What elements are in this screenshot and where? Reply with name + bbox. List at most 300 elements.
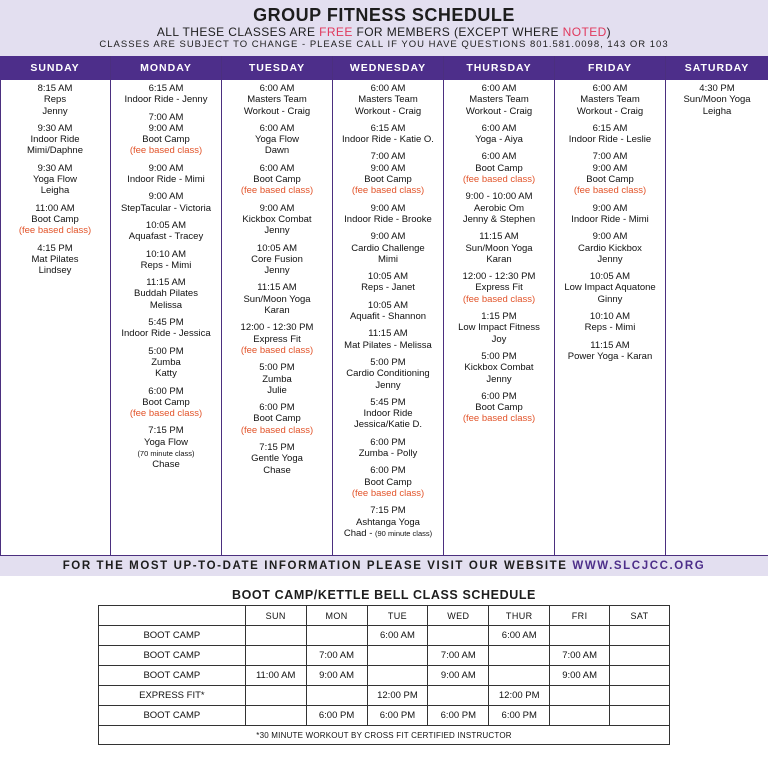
class-time: 7:00 AM [592, 151, 628, 163]
class-entry [333, 397, 443, 431]
day-header: SUNDAY [0, 56, 110, 80]
class-detail: Boot Camp [364, 476, 412, 488]
table-cell [245, 706, 306, 726]
class-detail: Workout - Craig [465, 105, 533, 117]
duration-note: (70 minute class) [137, 449, 195, 459]
class-detail: Ginny [597, 293, 623, 305]
class-entry [333, 151, 443, 196]
row-label: BOOT CAMP [99, 706, 246, 726]
table-cell [489, 666, 550, 686]
class-detail: Cardio Conditioning [346, 368, 430, 380]
class-detail: 9:00 AM [370, 162, 406, 174]
footnote-row [99, 726, 670, 745]
class-detail: Mat Pilates [31, 253, 79, 265]
class-entry [555, 151, 665, 196]
day-header: FRIDAY [555, 56, 665, 80]
class-entry [444, 83, 554, 117]
day-classes [444, 80, 554, 425]
class-time: 12:00 - 12:30 PM [240, 322, 314, 334]
bootcamp-table [98, 605, 670, 745]
class-entry [555, 231, 665, 265]
class-entry [444, 123, 554, 146]
class-entry [222, 243, 332, 277]
class-entry [333, 465, 443, 499]
class-time: 6:15 AM [148, 83, 184, 94]
class-detail: Buddah Pilates [134, 288, 198, 300]
class-time: 7:15 PM [259, 442, 295, 454]
table-cell: 11:00 AM [245, 666, 306, 686]
class-detail: Aquafast - Tracey [128, 231, 204, 243]
duration-note: (90 minute class) [375, 528, 433, 538]
row-label: BOOT CAMP [99, 646, 246, 666]
day-classes [333, 80, 443, 539]
class-time: 7:15 PM [148, 425, 184, 437]
class-instructor [333, 528, 443, 539]
class-entry [333, 300, 443, 323]
class-entry [555, 83, 665, 117]
class-detail: Jenny [264, 225, 290, 237]
class-entry [333, 505, 443, 539]
column-header: SAT [610, 606, 670, 626]
table-cell [550, 686, 610, 706]
class-detail: Cardio Challenge [351, 242, 425, 254]
instructor-name: Chad - [343, 527, 376, 539]
table-cell [367, 646, 428, 666]
class-detail: Boot Camp [142, 396, 190, 408]
website-link[interactable]: WWW.SLCJCC.ORG [572, 560, 706, 572]
class-detail: Boot Camp [586, 174, 634, 186]
class-entry [0, 203, 110, 237]
subtitle-suffix: ) [606, 25, 612, 39]
class-detail: Yoga Flow [32, 174, 77, 186]
class-time: 6:00 PM [370, 436, 406, 448]
class-entry [222, 83, 332, 117]
class-time: 1:15 PM [481, 311, 517, 323]
class-entry [222, 322, 332, 356]
class-detail: Karan [486, 253, 512, 265]
day-header: SATURDAY [666, 56, 768, 80]
header [0, 0, 768, 56]
table-cell [550, 626, 610, 646]
table-cell: 6:00 PM [489, 706, 550, 726]
class-time: 6:00 AM [259, 83, 295, 94]
table-cell: 7:00 AM [306, 646, 367, 666]
class-time: 6:00 AM [592, 83, 628, 94]
class-entry [444, 351, 554, 385]
class-detail: Boot Camp [253, 174, 301, 186]
class-detail: Indoor Ride [30, 134, 80, 146]
fee-note: (fee based class) [240, 424, 314, 436]
class-detail: Melissa [149, 299, 183, 311]
class-time: 6:15 AM [592, 122, 628, 134]
class-detail: Yoga Flow [143, 436, 188, 448]
class-entry [111, 83, 221, 106]
column-header [99, 606, 246, 626]
class-time: 6:00 AM [370, 83, 406, 94]
class-time: 9:00 - 10:00 AM [465, 191, 533, 203]
class-time: 11:15 AM [146, 277, 186, 289]
website-banner-text: FOR THE MOST UP-TO-DATE INFORMATION PLEASE VISIT OUR WEBSITE [62, 560, 573, 572]
class-detail: Aerobic Om [473, 202, 525, 214]
class-detail: Express Fit [253, 333, 301, 345]
class-time: 11:15 AM [257, 282, 297, 294]
class-detail: Masters Team [247, 94, 307, 106]
table-row [99, 666, 670, 686]
class-detail: Katty [155, 368, 177, 380]
class-detail: Jenny [375, 379, 401, 391]
class-detail: Indoor Ride - Mimi [127, 174, 205, 186]
class-entry [111, 386, 221, 420]
subtitle-prefix: ALL THESE CLASSES ARE [156, 25, 320, 39]
class-detail: Jenny & Stephen [462, 213, 536, 225]
fee-note: (fee based class) [18, 225, 92, 237]
page-title: GROUP FITNESS SCHEDULE [253, 5, 515, 25]
class-entry [111, 220, 221, 243]
class-detail: Workout - Craig [354, 105, 422, 117]
column-header: MON [306, 606, 367, 626]
class-entry [111, 163, 221, 186]
class-detail: Masters Team [580, 94, 640, 106]
class-entry [333, 83, 443, 117]
class-entry [111, 317, 221, 340]
class-entry [333, 328, 443, 351]
class-entry [555, 340, 665, 363]
class-detail: Julie [267, 384, 287, 396]
class-detail: Low Impact Fitness [458, 322, 540, 334]
class-detail: Jessica/Katie D. [353, 419, 423, 431]
class-entry [333, 231, 443, 265]
day-column-friday [555, 56, 666, 556]
class-entry [222, 163, 332, 197]
table-cell: 6:00 PM [306, 706, 367, 726]
day-classes [222, 80, 332, 476]
class-detail: Jenny [264, 265, 290, 277]
subtitle-free: FREE [319, 25, 353, 39]
class-time: 6:00 AM [481, 122, 517, 134]
day-classes [111, 80, 221, 471]
day-column-sunday [0, 56, 111, 556]
class-detail: Boot Camp [364, 174, 412, 186]
class-time: 10:05 AM [367, 299, 409, 311]
column-header: THUR [489, 606, 550, 626]
class-time: 9:30 AM [37, 162, 73, 174]
class-detail: Reps - Janet [361, 282, 415, 294]
class-time: 9:00 AM [592, 202, 628, 214]
class-time: 5:00 PM [481, 350, 517, 362]
class-detail: StepTacular - Victoria [120, 202, 212, 214]
class-detail: Indoor Ride - Brooke [344, 213, 432, 225]
day-column-wednesday [333, 56, 444, 556]
class-time: 6:00 AM [481, 83, 517, 94]
class-entry [111, 346, 221, 380]
class-detail: Aquafit - Shannon [349, 311, 427, 323]
table-row [99, 646, 670, 666]
class-time: 12:00 - 12:30 PM [462, 271, 536, 283]
class-detail: Jenny [42, 105, 68, 117]
class-detail: Boot Camp [475, 402, 523, 414]
class-time: 8:15 AM [37, 83, 73, 94]
class-detail: Workout - Craig [576, 105, 644, 117]
class-time: 9:00 AM [592, 231, 628, 243]
class-detail: Power Yoga - Karan [567, 350, 653, 362]
class-detail: Boot Camp [253, 413, 301, 425]
class-entry [444, 391, 554, 425]
class-detail: Lindsey [38, 265, 72, 277]
class-detail: Indoor Ride [363, 408, 413, 420]
class-detail: Cardio Kickbox [578, 242, 642, 254]
class-entry [333, 123, 443, 146]
class-detail: Workout - Craig [243, 105, 311, 117]
bootcamp-title: BOOT CAMP/KETTLE BELL CLASS SCHEDULE [231, 588, 536, 602]
class-time: 9:00 AM [148, 162, 184, 174]
class-entry [0, 83, 110, 117]
class-entry [111, 112, 221, 157]
class-entry [333, 437, 443, 460]
row-label: BOOT CAMP [99, 666, 246, 686]
class-detail: Indoor Ride - Katie O. [342, 134, 434, 146]
table-cell [428, 686, 489, 706]
class-detail: 9:00 AM [592, 162, 628, 174]
table-cell [610, 626, 670, 646]
class-detail: Boot Camp [142, 134, 190, 146]
class-entry [444, 271, 554, 305]
class-detail: Reps [43, 94, 67, 106]
fee-note: (fee based class) [462, 293, 536, 305]
class-entry [444, 311, 554, 345]
class-entry [444, 231, 554, 265]
class-detail: Ashtanga Yoga [356, 516, 420, 528]
class-entry [111, 191, 221, 214]
class-time: 7:00 AM [370, 151, 406, 163]
class-time: 7:15 PM [370, 505, 406, 517]
class-entry [333, 271, 443, 294]
class-detail: Reps - Mimi [584, 322, 636, 334]
class-detail: Reps - Mimi [140, 259, 192, 271]
class-time: 5:45 PM [148, 317, 184, 329]
table-cell: 9:00 AM [306, 666, 367, 686]
table-cell [610, 646, 670, 666]
day-classes [555, 80, 665, 362]
fee-note: (fee based class) [240, 185, 314, 197]
fee-note: (fee based class) [351, 487, 425, 499]
class-detail: Zumba [151, 356, 181, 368]
class-detail: Boot Camp [31, 213, 79, 225]
day-header: TUESDAY [222, 56, 332, 80]
class-time: 10:05 AM [256, 242, 298, 254]
class-detail: Leigha [702, 105, 732, 117]
class-detail: Yoga Flow [254, 134, 299, 146]
table-cell: 6:00 PM [428, 706, 489, 726]
class-time: 9:30 AM [37, 122, 73, 134]
class-time: 4:15 PM [37, 242, 73, 254]
class-time: 9:00 AM [370, 231, 406, 243]
class-time: 9:00 AM [148, 191, 184, 203]
class-detail: Mat Pilates - Melissa [344, 339, 432, 351]
class-detail: Chase [263, 464, 291, 476]
class-time: 11:00 AM [35, 202, 75, 214]
class-time: 11:15 AM [368, 328, 408, 340]
class-entry [222, 203, 332, 237]
class-entry [333, 357, 443, 391]
website-banner [0, 556, 768, 576]
table-cell: 6:00 AM [489, 626, 550, 646]
class-entry [0, 123, 110, 157]
class-detail: Masters Team [469, 94, 529, 106]
class-time: 6:00 PM [148, 385, 184, 397]
class-detail: Jenny [486, 373, 512, 385]
day-classes [0, 80, 110, 276]
column-header: SUN [245, 606, 306, 626]
class-time: 4:30 PM [699, 83, 735, 94]
class-time: 6:15 AM [370, 122, 406, 134]
class-time: 6:00 AM [259, 122, 295, 134]
fee-note: (fee based class) [462, 174, 536, 186]
subtitle-middle: FOR MEMBERS (EXCEPT WHERE [352, 25, 563, 39]
class-time: 10:05 AM [367, 271, 409, 283]
class-detail: Karan [264, 305, 290, 317]
day-column-tuesday [222, 56, 333, 556]
day-header: THURSDAY [444, 56, 554, 80]
day-column-monday [111, 56, 222, 556]
class-detail: Indoor Ride - Leslie [568, 134, 652, 146]
change-notice: CLASSES ARE SUBJECT TO CHANGE - PLEASE CALL IF YOU HAVE QUESTIONS 801.581.0098, 143 OR 103 [99, 39, 669, 50]
class-entry [555, 123, 665, 146]
class-time: 5:00 PM [370, 356, 406, 368]
class-instructor: Chase [152, 459, 180, 471]
class-detail: Express Fit [475, 282, 523, 294]
table-cell [610, 686, 670, 706]
class-time: 6:00 PM [259, 402, 295, 414]
row-label: EXPRESS FIT* [99, 686, 246, 706]
day-header: MONDAY [111, 56, 221, 80]
column-header: TUE [367, 606, 428, 626]
day-classes [666, 80, 768, 117]
class-time: 6:00 PM [481, 390, 517, 402]
class-time: 5:00 PM [148, 345, 184, 357]
class-detail: Mimi [377, 253, 399, 265]
day-column-thursday [444, 56, 555, 556]
class-detail: Kickbox Combat [242, 213, 312, 225]
class-detail: Leigha [40, 185, 70, 197]
fee-note: (fee based class) [462, 413, 536, 425]
class-detail: Boot Camp [475, 162, 523, 174]
class-time: 9:00 AM [370, 202, 406, 214]
class-time: 6:00 PM [370, 465, 406, 477]
class-entry [0, 243, 110, 277]
column-header: FRI [550, 606, 610, 626]
subtitle [0, 25, 768, 39]
table-row [99, 626, 670, 646]
day-header: WEDNESDAY [333, 56, 443, 80]
class-detail: Indoor Ride - Mimi [571, 213, 649, 225]
class-entry [444, 191, 554, 225]
class-entry [555, 311, 665, 334]
class-detail: Kickbox Combat [464, 362, 534, 374]
class-entry [444, 151, 554, 185]
class-detail: Zumba - Polly [358, 448, 418, 460]
class-detail: Sun/Moon Yoga [465, 242, 533, 254]
table-cell [610, 706, 670, 726]
class-entry [555, 271, 665, 305]
class-detail: Core Fusion [251, 253, 303, 265]
table-cell: 6:00 AM [367, 626, 428, 646]
table-cell [367, 666, 428, 686]
class-detail: Sun/Moon Yoga [243, 293, 311, 305]
day-column-saturday [666, 56, 768, 556]
table-cell: 6:00 PM [367, 706, 428, 726]
class-entry [555, 203, 665, 226]
class-detail: Indoor Ride - Jessica [121, 328, 211, 340]
class-time: 5:45 PM [370, 396, 406, 408]
subtitle-noted: NOTED [562, 25, 607, 39]
weekly-schedule-grid [0, 56, 768, 556]
table-cell [610, 666, 670, 686]
table-cell: 12:00 PM [489, 686, 550, 706]
class-detail: Zumba [262, 373, 292, 385]
table-cell [245, 686, 306, 706]
class-time: 10:05 AM [145, 219, 187, 231]
table-footnote: *30 MINUTE WORKOUT BY CROSS FIT CERTIFIED INSTRUCTOR [99, 726, 670, 745]
table-cell [245, 646, 306, 666]
class-detail: Indoor Ride - Jenny [124, 94, 208, 106]
row-label: BOOT CAMP [99, 626, 246, 646]
fee-note: (fee based class) [573, 185, 647, 197]
class-time: 10:10 AM [589, 311, 631, 323]
table-cell [306, 626, 367, 646]
class-entry [111, 249, 221, 272]
table-cell: 7:00 AM [550, 646, 610, 666]
class-detail: Gentle Yoga [251, 453, 303, 465]
class-entry [0, 163, 110, 197]
table-cell [306, 686, 367, 706]
class-detail: Masters Team [358, 94, 418, 106]
table-cell [489, 646, 550, 666]
column-header: WED [428, 606, 489, 626]
class-time: 11:15 AM [479, 231, 519, 243]
table-cell [428, 626, 489, 646]
bootcamp-header-row [99, 606, 670, 626]
class-entry [222, 442, 332, 476]
table-row [99, 706, 670, 726]
table-cell: 9:00 AM [428, 666, 489, 686]
fee-note: (fee based class) [129, 145, 203, 157]
class-entry [222, 123, 332, 157]
table-cell [245, 626, 306, 646]
table-cell: 9:00 AM [550, 666, 610, 686]
class-time: 7:00 AM [148, 111, 184, 123]
class-detail: Sun/Moon Yoga [683, 94, 751, 106]
class-entry [111, 277, 221, 311]
class-detail: Mimi/Daphne [27, 145, 83, 157]
class-time: 10:05 AM [589, 271, 631, 283]
table-row [99, 686, 670, 706]
class-detail: Dawn [264, 145, 290, 157]
fee-note: (fee based class) [351, 185, 425, 197]
class-detail: 9:00 AM [148, 122, 184, 134]
class-entry [222, 402, 332, 436]
class-time: 11:15 AM [590, 339, 630, 351]
class-entry [333, 203, 443, 226]
class-detail: Low Impact Aquatone [564, 282, 656, 294]
class-entry [111, 425, 221, 470]
fee-note: (fee based class) [240, 344, 314, 356]
class-time: 5:00 PM [259, 362, 295, 374]
class-detail: Jenny [597, 253, 623, 265]
class-entry [666, 83, 768, 117]
table-cell [550, 706, 610, 726]
fee-note: (fee based class) [129, 408, 203, 420]
table-cell: 12:00 PM [367, 686, 428, 706]
